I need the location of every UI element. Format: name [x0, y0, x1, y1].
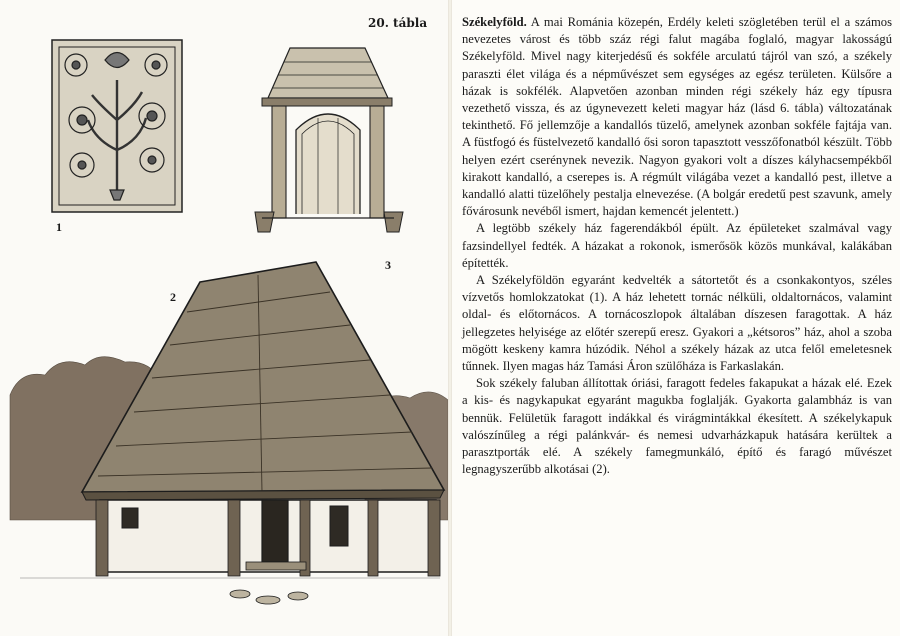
paragraph-1-text: A mai Románia közepén, Erdély keleti szögletében terül el a számos nevezetes várost és több száz régi falut magába foglaló, magyar lakosságú Székelyföld. Mivel nagy kiterjedésű és sokféle arculatú tájról van szó, a székely paraszti élet világa és a népművészet sem egységes az egész területen. Külsőre a házak is sokfélék. Alapvetően azonban minden régi székely ház egy típusra vezethető vissza, és az úgynevezett keleti magyar ház (lásd 6. tábla) változatának tekinthető. Fő jellemzője a kandallós tüzelő, amelynek azonban sokféle fajtája van. A füstfogó és füstelvezető kandalló ősi soron tapasztott vesszőfonatból készült. Több helyen ezért cserénynek nevezik. Nagyon gyakori volt a díszes kályhacsempékből kirakott kandalló, a cserepes is. A régmúlt világába vezet a kandalló pest, illetve a kandalló alatti tüzelőhely pestalja elnevezése. (A bolgár eredetű pest szavunk, amely fővárosunk nevéből ismert, hajdan kemencét jelentett.) — [462, 15, 892, 219]
carved-gate-drawing — [255, 48, 403, 232]
paragraph-4: Sok székely faluban állítottak óriási, faragott fedeles fakapukat a házak elé. Ezek a kis- és nagykapukat egyaránt magukba foglalják. Gyakorta galambház is van bennük. Felületük faragott indákkal és virágmintákkal ékesített. A székelykapuk valószínűleg a régi palánkvár- és nemesi udvarházkapuk hatására kerültek a parasztporták elé. A székely famegmunkáló, építő és faragó művészet legnagyszerűbb alkotásai (2). — [462, 376, 892, 477]
figure-number-3: 3 — [385, 258, 391, 272]
article-text — [462, 14, 892, 478]
figure-number-1: 1 — [56, 220, 62, 234]
plate-label: 20. tábla — [368, 16, 428, 30]
figure-number-2: 2 — [170, 290, 176, 304]
paragraph-2: A legtöbb székely ház fagerendákból épült. Az épületeket szalmával vagy fazsindellyel fedték. A házakat a rokonok, ismerősök közös munkával, kalákában építették. — [462, 221, 892, 270]
paragraph-1 — [462, 14, 892, 220]
carved-panel-drawing — [52, 40, 182, 212]
paragraph-3: A Székelyföldön egyaránt kedvelték a sátortetőt és a csonkakontyos, széles vízvetős homlokzatokat (1). A ház lehetett tornác nélküli, oldaltornácos, valamint oldal- és előtornácos. A tornácoszlopok általában díszesen faragottak. A ház jellegzetes helyisége az előtér szerepű eresz. Gyakori a „kétsoros” ház, ahol a szoba mögött keskeny kamra húzódik. Néhol a székely házak az utca felől emeletesnek tűnnek. Ilyen magas ház Tamási Áron szülőháza is Farkaslakán. — [462, 273, 892, 374]
text-page — [452, 0, 900, 636]
section-heading: Székelyföld. — [462, 15, 527, 29]
